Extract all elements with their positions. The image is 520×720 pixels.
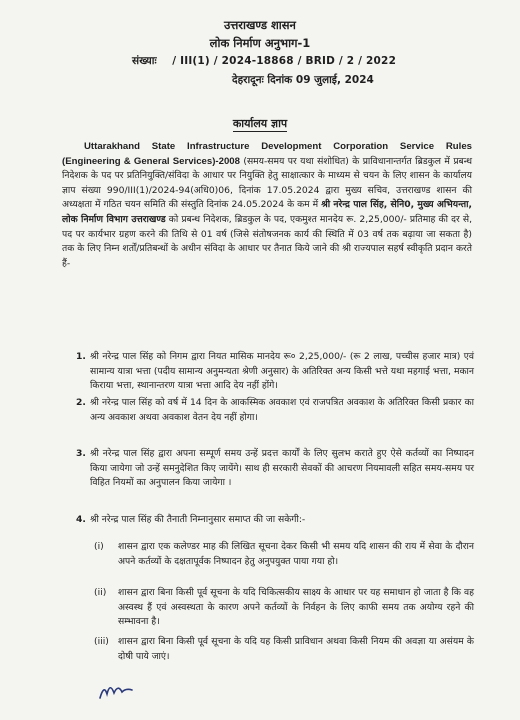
condition-number: 4. [76,514,86,525]
reference-label: संख्याः [132,55,157,67]
termination-subitem [94,586,474,630]
subitem-text: शासन द्वारा एक कलेण्डर माह की लिखित सूचना देकर किसी भी समय यदि शासन की राय में सेवा के दौरान अपने कर्तव्यों के दक्षतापूर्वक निष्पादन हेतु अनुपयुक्त पाया गया हो। [118,541,474,567]
condition-text: श्री नरेन्द्र पाल सिंह को वर्ष में 14 दिन के आकस्मिक अवकाश एवं राजपत्रित अवकाश के अतिरिक्त किसी प्रकार का अन्य अवकाश अथवा अवकाश वेतन देय नहीं होगा। [90,397,474,423]
termination-subitem [94,540,474,569]
condition-item [76,396,474,425]
subitem-text: शासन द्वारा बिना किसी पूर्व सूचना के यदि यह किसी प्राविधान अथवा किसी नियम की अवज्ञा या असंयम के दोषी पाये जाएं। [118,636,474,662]
place-date: देहरादूनः दिनांक 09 जुलाई, 2024 [232,74,374,86]
condition-text: श्री नरेन्द्र पाल सिंह द्वारा अपना सम्पूर्ण समय उन्हें प्रदत्त कार्यों के लिए सुलभ कराते हुए ऐसे कर्तव्यों का निष्पादन किया जायेगा जो उन्हें समनुदेशित किए जायेंगे। साथ ही सरकारी सेवकों की आचरण नियमावली सहित समय-समय पर विहित नियमों का अनुपालन किया जायेगा । [90,448,474,489]
reference-number [132,54,396,68]
document-title: कार्यालय ज्ञाप [232,117,288,130]
subitem-number: (iii) [94,636,109,647]
department-section: लोक निर्माण अनुभाग-1 [209,36,311,50]
condition-item [76,350,474,394]
subitem-number: (i) [94,541,104,552]
condition-text: श्री नरेन्द्र पाल सिंह की तैनाती निम्नानुसार समाप्त की जा सकेगी:- [90,514,306,525]
reference-value: / III(1) / 2024-18868 / BRID / 2 / 2022 [172,55,397,67]
termination-subitem [94,635,474,664]
subitem-text: शासन द्वारा बिना किसी पूर्व सूचना के यदि चिकित्सकीय साक्ष्य के आधार पर यह समाधान हो जाता है कि वह अस्वस्थ हैं एवं अस्वस्थता के कारण अपने कर्तव्यों के निर्वहन के लिए काफी समय तक अयोग्य रहने की सम्भावना है। [118,587,474,628]
handwritten-initial [98,678,138,702]
condition-number: 2. [76,397,86,408]
appointee-name: श्री नरेन्द्र पाल सिंह, सेनि0, मुख्य अभियन्ता, लोक निर्माण विभाग उत्तराखण्ड [62,199,472,225]
subitem-number: (ii) [94,587,107,598]
condition-number: 1. [76,351,86,362]
rules-name: Uttarakhand State Infrastructure Development Corporation Service Rules (Engineering & General Services)-2008 [62,141,472,167]
main-paragraph [62,140,472,271]
paragraph-text-a: (समय-समय पर यथा संशोधित) के प्राविधानान्तर्गत ब्रिडकुल में प्रबन्ध निदेशक के पद पर प्रतिनियुक्ति/संविदा के आधार पर नियुक्ति हेतु साक्षात्कार के माध्यम से चयन के लिए शासन के कार्यालय ज्ञाप संख्या 990/III(1)/2024-94(अधि0)06, दिनांक 17.05.2024 द्वारा मुख्य सचिव, उत्तराखण्ड शासन की अध्यक्षता में गठित चयन समिति की संस्तुति दिनांक 24.05.2024 के कम में [62,155,472,211]
govt-name: उत्तराखण्ड शासन [224,18,296,32]
condition-text: श्री नरेन्द्र पाल सिंह को निगम द्वारा नियत मासिक मानदेय रू० 2,25,000/- (रू 2 लाख, पच्चीस हजार मात्र) एवं सामान्य यात्रा भत्ता (पदीय सामान्य अनुमन्यता श्रेणी अनुसार) के अतिरिक्त अन्य किसी भत्ते यथा महगाई भत्ता, मकान किराया भत्ता, स्थानान्तरण यात्रा भत्ता आदि देय नहीं होंगे। [90,351,474,392]
condition-item [76,513,474,528]
condition-number: 3. [76,448,86,459]
paragraph-text-b: को प्रबन्ध निदेशक, ब्रिडकुल के पद, एकमुश्त मानदेय रू. 2,25,000/- प्रतिमाह की दर से, पद पर कार्यभार ग्रहण करने की तिथि से 01 वर्ष (जिसे संतोषजनक कार्य की स्थिति में 03 वर्ष तक बढ़ाया जा सकता है) तक के लिए निम्न शर्तों/प्रतिबन्धों के अधीन संविदा के आधार पर तैनात किये जाने की श्री राज्यपाल सहर्ष स्वीकृति प्रदान करते हैं- [62,213,472,269]
condition-item [76,447,474,491]
